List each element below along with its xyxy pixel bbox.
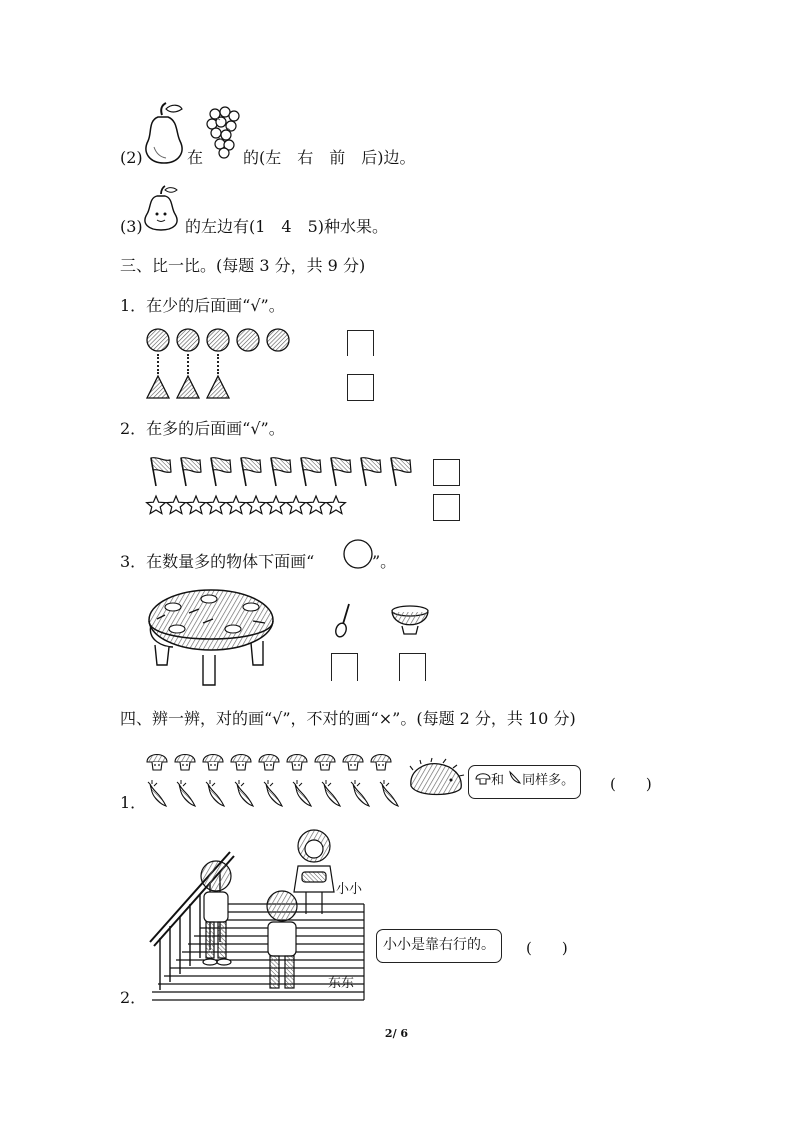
s4q1-number: 1． xyxy=(120,793,147,812)
answer-paren-2[interactable]: ( ) xyxy=(526,939,568,957)
flag-row xyxy=(148,456,418,488)
match-line xyxy=(187,354,189,374)
star-row xyxy=(146,495,356,517)
speech-bubble-1 xyxy=(468,765,581,799)
mushroom-row xyxy=(146,750,396,774)
ball-icon xyxy=(147,329,289,351)
grape-icon xyxy=(205,106,241,164)
answer-box-stars[interactable] xyxy=(433,494,460,521)
section3-heading: 三、比一比。(每题 3 分，共 9 分) xyxy=(120,256,366,275)
child-left xyxy=(201,861,231,965)
ball-row xyxy=(146,327,296,357)
s3q2-text: 2．在多的后面画“√”。 xyxy=(120,419,285,438)
bubble-1-tail: 同样多。 xyxy=(522,773,575,788)
pear-icon xyxy=(140,103,190,165)
answer-box-spoon[interactable] xyxy=(331,653,358,681)
q2-mid-text: 在 xyxy=(187,148,204,167)
cone-row xyxy=(146,375,236,401)
answer-box-bowl[interactable] xyxy=(399,653,426,681)
answer-box-cones[interactable] xyxy=(347,374,374,401)
q2-options: 的(左 右 前 后)边。 xyxy=(243,148,416,167)
label-xiaoxiao: 小小 xyxy=(336,882,363,897)
s4q2-number: 2． xyxy=(120,988,147,1007)
circle-mark-icon xyxy=(342,539,374,569)
mushroom-icon xyxy=(147,755,391,771)
flag-icon xyxy=(151,458,411,486)
s3q3-text-after: ”。 xyxy=(372,552,397,571)
star-icon xyxy=(147,496,346,514)
match-line xyxy=(157,354,159,374)
carrot-row xyxy=(148,782,408,808)
child-middle xyxy=(267,891,297,988)
answer-box-flags[interactable] xyxy=(433,459,460,486)
pear-icon-small xyxy=(141,186,185,232)
section4-heading: 四、辨一辨，对的画“√”，不对的画“×”。(每题 2 分，共 10 分) xyxy=(120,709,576,728)
q3-number: (3) xyxy=(120,217,143,236)
carrot-icon-small xyxy=(508,766,522,778)
q2-number: (2) xyxy=(120,148,143,167)
cone-icon xyxy=(147,376,229,398)
bubble-1-mid: 和 xyxy=(491,773,505,788)
match-line xyxy=(217,354,219,374)
q3-options: 的左边有(1 4 5)种水果。 xyxy=(185,217,389,236)
table-illustration xyxy=(143,585,283,689)
answer-paren-1[interactable]: ( ) xyxy=(610,775,652,793)
speech-bubble-2: 小小是靠右行的。 xyxy=(376,929,502,963)
child-top xyxy=(294,830,334,914)
s3q3-text-before: 3．在数量多的物体下面画“ xyxy=(120,552,315,571)
label-dongdong: 东东 xyxy=(328,976,355,991)
bowl-icon xyxy=(390,603,432,639)
hedgehog-icon xyxy=(407,760,465,800)
mushroom-icon-small xyxy=(475,767,491,779)
answer-box-balls[interactable] xyxy=(347,330,374,356)
page-number: 2/ 6 xyxy=(384,1027,409,1040)
s3q1-text: 1．在少的后面画“√”。 xyxy=(120,296,285,315)
spoon-icon xyxy=(331,602,355,640)
carrot-icon xyxy=(148,780,398,806)
